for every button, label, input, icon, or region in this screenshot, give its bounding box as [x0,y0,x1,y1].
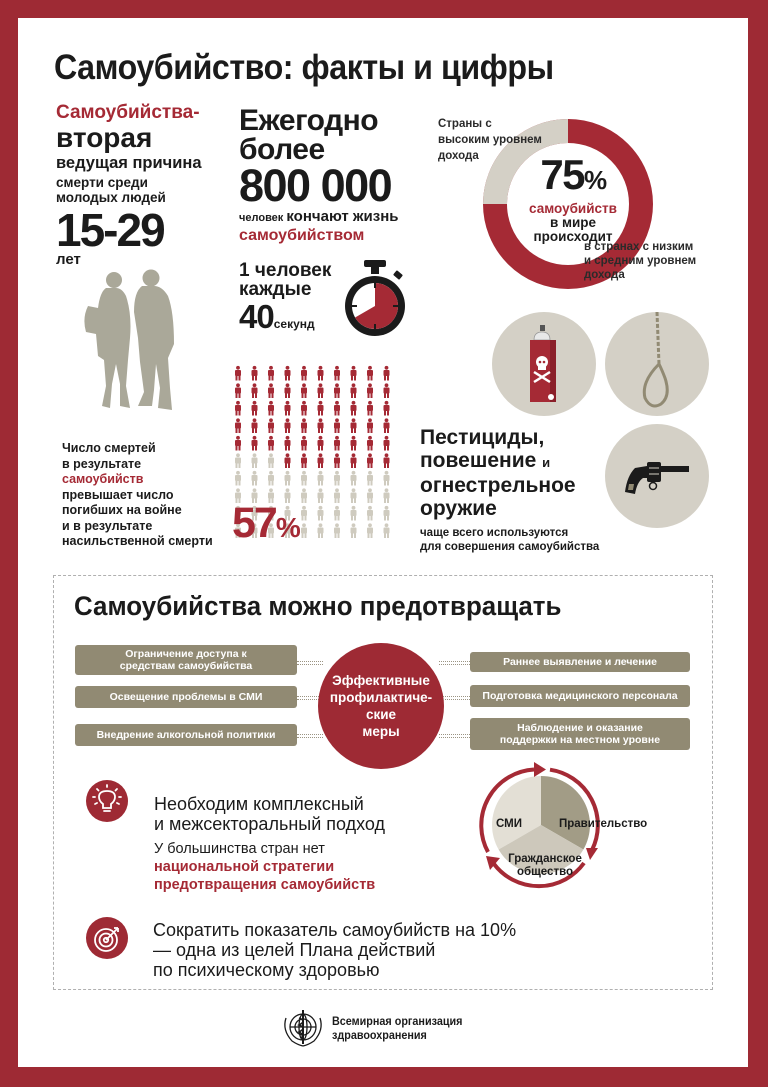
methods-text: Пестициды, повешение и огнестрельное оружие чаще всего используются для совершения самоубийства [420,426,600,553]
measure-right-3: Наблюдение и оказание поддержки на местном уровне [470,718,690,750]
interval-unit: секунд [273,317,315,331]
pictogram-percent: 57% [232,499,301,547]
income-center-l3: происходит [533,229,613,244]
connector [297,696,319,700]
effective-measures-hub: Эффективные профилактиче- ские меры [318,643,444,769]
measure-left-3: Внедрение алкогольной политики [75,724,297,746]
low-income-label: в странах с низким и средним уровнем дохода [584,241,697,281]
yearly-line2: более [239,133,325,166]
age-range: 15-29 [56,204,164,256]
connector [439,734,470,738]
lightbulb-badge [86,780,128,822]
who-name-line1: Всемирная организация [332,1014,463,1028]
pesticide-can-icon [492,312,596,416]
connector [297,661,323,665]
approach-text: Необходим комплексный и межсекторальный подход У большинства стран нет национальной стратегии предотвращения самоубийств [154,794,386,893]
target-badge [86,917,128,959]
cycle-government-label: Правительство [559,818,648,830]
interval-line1: 1 человек [239,260,332,281]
yearly-by-suicide: самоубийством [239,227,365,244]
revolver-circle [605,424,709,528]
interval-seconds: 40 [239,298,274,335]
young-line3: ведущая причина [56,154,202,172]
income-center-red: самоубийств [529,201,617,216]
yearly-people: человек [239,212,284,224]
income-percent-sign: % [584,165,606,195]
age-unit: лет [56,251,81,268]
connector [297,734,323,738]
pesticide-circle [492,312,596,416]
page-title: Самоубийство: факты и цифры [54,48,554,87]
measure-right-2: Подготовка медицинского персонала [470,685,690,707]
yearly-line1: Ежегодно [239,104,379,137]
income-center-l2: в мире [549,215,597,230]
who-logo [280,1008,477,1048]
income-percent: 75 [540,151,585,198]
measure-left-2: Освещение проблемы в СМИ [75,686,297,708]
target-icon [86,917,128,959]
poster [18,18,748,1067]
young-line2: вторая [56,122,153,153]
noose-circle [605,312,709,416]
lightbulb-icon [86,780,128,822]
interval-line2: каждые [239,279,312,300]
yearly-end-life: кончают жизнь [286,208,399,225]
young-people-fact [56,102,236,267]
cycle-media-label: СМИ [496,818,522,830]
prevention-title: Самоубийства можно предотвращать [74,591,562,621]
who-emblem-icon [280,1008,326,1048]
stopwatch-icon [340,258,410,340]
revolver-icon [605,424,709,528]
connector [443,696,470,700]
income-center [518,151,628,244]
who-name-line2: здравоохранения [332,1028,427,1042]
measure-right-1: Раннее выявление и лечение [470,652,690,672]
goal-text: Сократить показатель самоубийств на 10% — одна из целей Плана действий по психическому здоровью [153,920,517,980]
high-income-label: Страны с высоким уровнем дохода [438,118,542,162]
connector [439,661,470,665]
young-line4a: смерти среди [56,175,148,190]
cycle-civil-society-label: Гражданское общество [508,853,582,878]
yearly-fact [239,106,449,245]
young-line1: Самоубийства- [56,102,200,123]
young-line4b: молодых людей [56,190,166,205]
yearly-number: 800 000 [239,160,392,211]
deaths-comparison-text: Число смертей в результате самоубийств превышает число погибших на войне и в результате насильственной смерти [62,441,213,548]
young-people-silhouette-icon [76,268,186,418]
noose-icon [605,312,709,416]
measure-left-1: Ограничение доступа к средствам самоубийства [75,645,297,675]
